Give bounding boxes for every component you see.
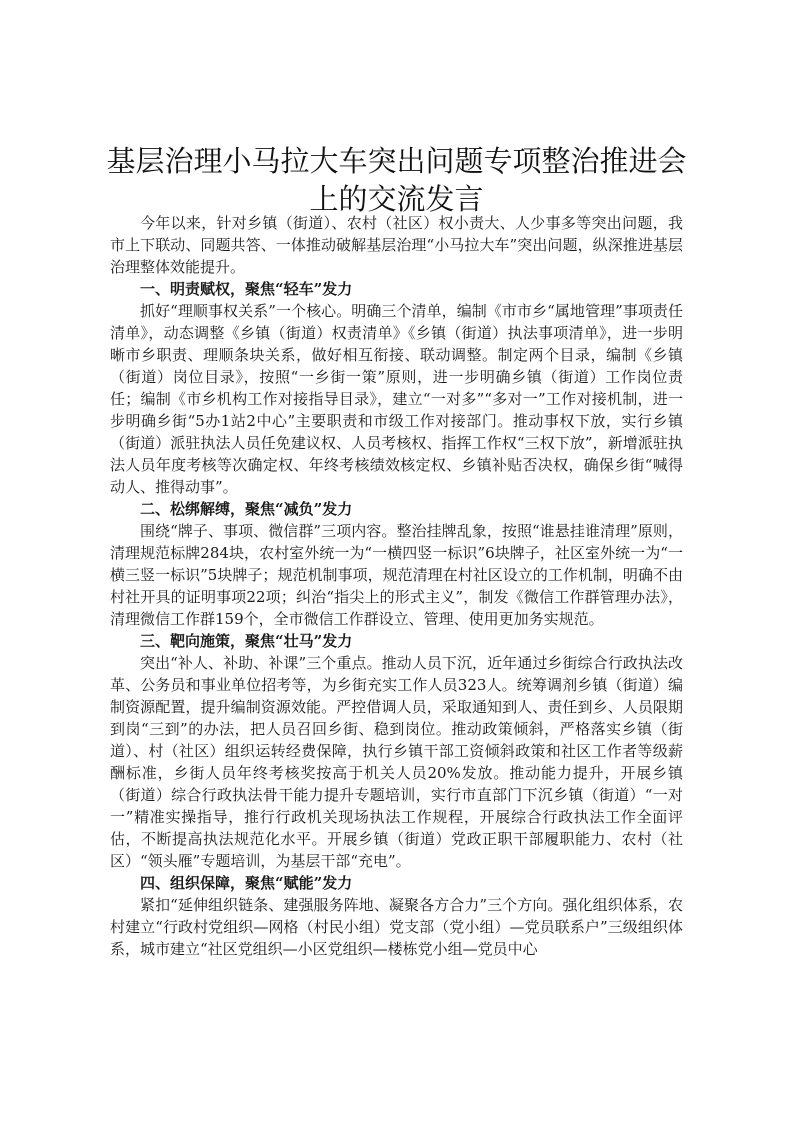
section-heading-3: 三、靶向施策，聚焦“壮马”发力 — [140, 632, 353, 650]
section-heading-2: 二、松绑解缚，聚焦“减负”发力 — [140, 500, 353, 518]
section-heading-4: 四、组织保障，聚焦“赋能”发力 — [140, 874, 353, 892]
section-paragraph-4: 紧扣“延伸组织链条、建强服务阵地、凝聚各方合力”三个方向。强化组织体系，农村建立“行政村党组织—网格（村民小组）党支部（党小组）—党员联系户”三级组织体系，城市建立“社区党组织—小区党组织—楼栋党小组—党员中心 — [110, 896, 683, 958]
intro-paragraph: 今年以来，针对乡镇（街道）、农村（社区）权小责大、人少事多等突出问题，我市上下联动、同题共答、一体推动破解基层治理“小马拉大车”突出问题，纵深推进基层治理整体效能提升。 — [110, 214, 683, 276]
section-heading-1: 一、明责赋权，聚焦“轻车”发力 — [140, 280, 353, 298]
section-paragraph-2: 围绕“牌子、事项、微信群”三项内容。整治挂牌乱象，按照“谁悬挂谁清理”原则，清理规范标牌284块，农村室外统一为“一横四竖一标识”6块牌子，社区室外统一为“一横三竖一标识”5块牌子；规范机制事项，规范清理在村社区设立的工作机制，明确不由村社开具的证明事项22项；纠治“指尖上的形式主义”，制发《微信工作群管理办法》，清理微信工作群159个，全市微信工作群设立、管理、使用更加务实规范。 — [110, 522, 683, 628]
section-paragraph-3: 突出“补人、补助、补课”三个重点。推动人员下沉，近年通过乡街综合行政执法改革、公务员和事业单位招考等，为乡街充实工作人员323人。统筹调剂乡镇（街道）编制资源配置，提升编制资源效能。严控借调人员，采取通知到人、责任到乡、人员限期到岗“三到”的办法，把人员召回乡街、稳到岗位。推动政策倾斜，严格落实乡镇（街道）、村（社区）组织运转经费保障，执行乡镇干部工资倾斜政策和社区工作者等级薪酬标准，乡街人员年终考核奖按高于机关人员20%发放。推动能力提升，开展乡镇（街道）综合行政执法骨干能力提升专题培训，实行市直部门下沉乡镇（街道）“一对一”精准实操指导，推行行政机关现场执法工作规程，开展综合行政执法工作全面评估，不断提高执法规范化水平。开展乡镇（街道）党政正职干部履职能力、农村（社区）“领头雁”专题培训，为基层干部“充电”。 — [110, 654, 683, 870]
section-paragraph-1: 抓好“理顺事权关系”一个核心。明确三个清单，编制《市市乡“属地管理”事项责任清单》，动态调整《乡镇（街道）权责清单》《乡镇（街道）执法事项清单》，进一步明晰市乡职责、理顺条块关系，做好相互衔接、联动调整。制定两个目录，编制《乡镇（街道）岗位目录》，按照“一乡街一策”原则，进一步明确乡镇（街道）工作岗位责任；编制《市乡机构工作对接指导目录》，建立“一对多”“多对一”工作对接机制，进一步明确乡街“5办1站2中心”主要职责和市级工作对接部门。推动事权下放，实行乡镇（街道）派驻执法人员任免建议权、人员考核权、指挥工作权“三权下放”，新增派驻执法人员年度考核等次确定权、年终考核绩效核定权、乡镇补贴否决权，确保乡街“喊得动人、推得动事”。 — [110, 302, 683, 496]
document-title: 基层治理小马拉大车突出问题专项整治推进会上的交流发言 — [106, 144, 687, 216]
document-body — [110, 212, 683, 960]
